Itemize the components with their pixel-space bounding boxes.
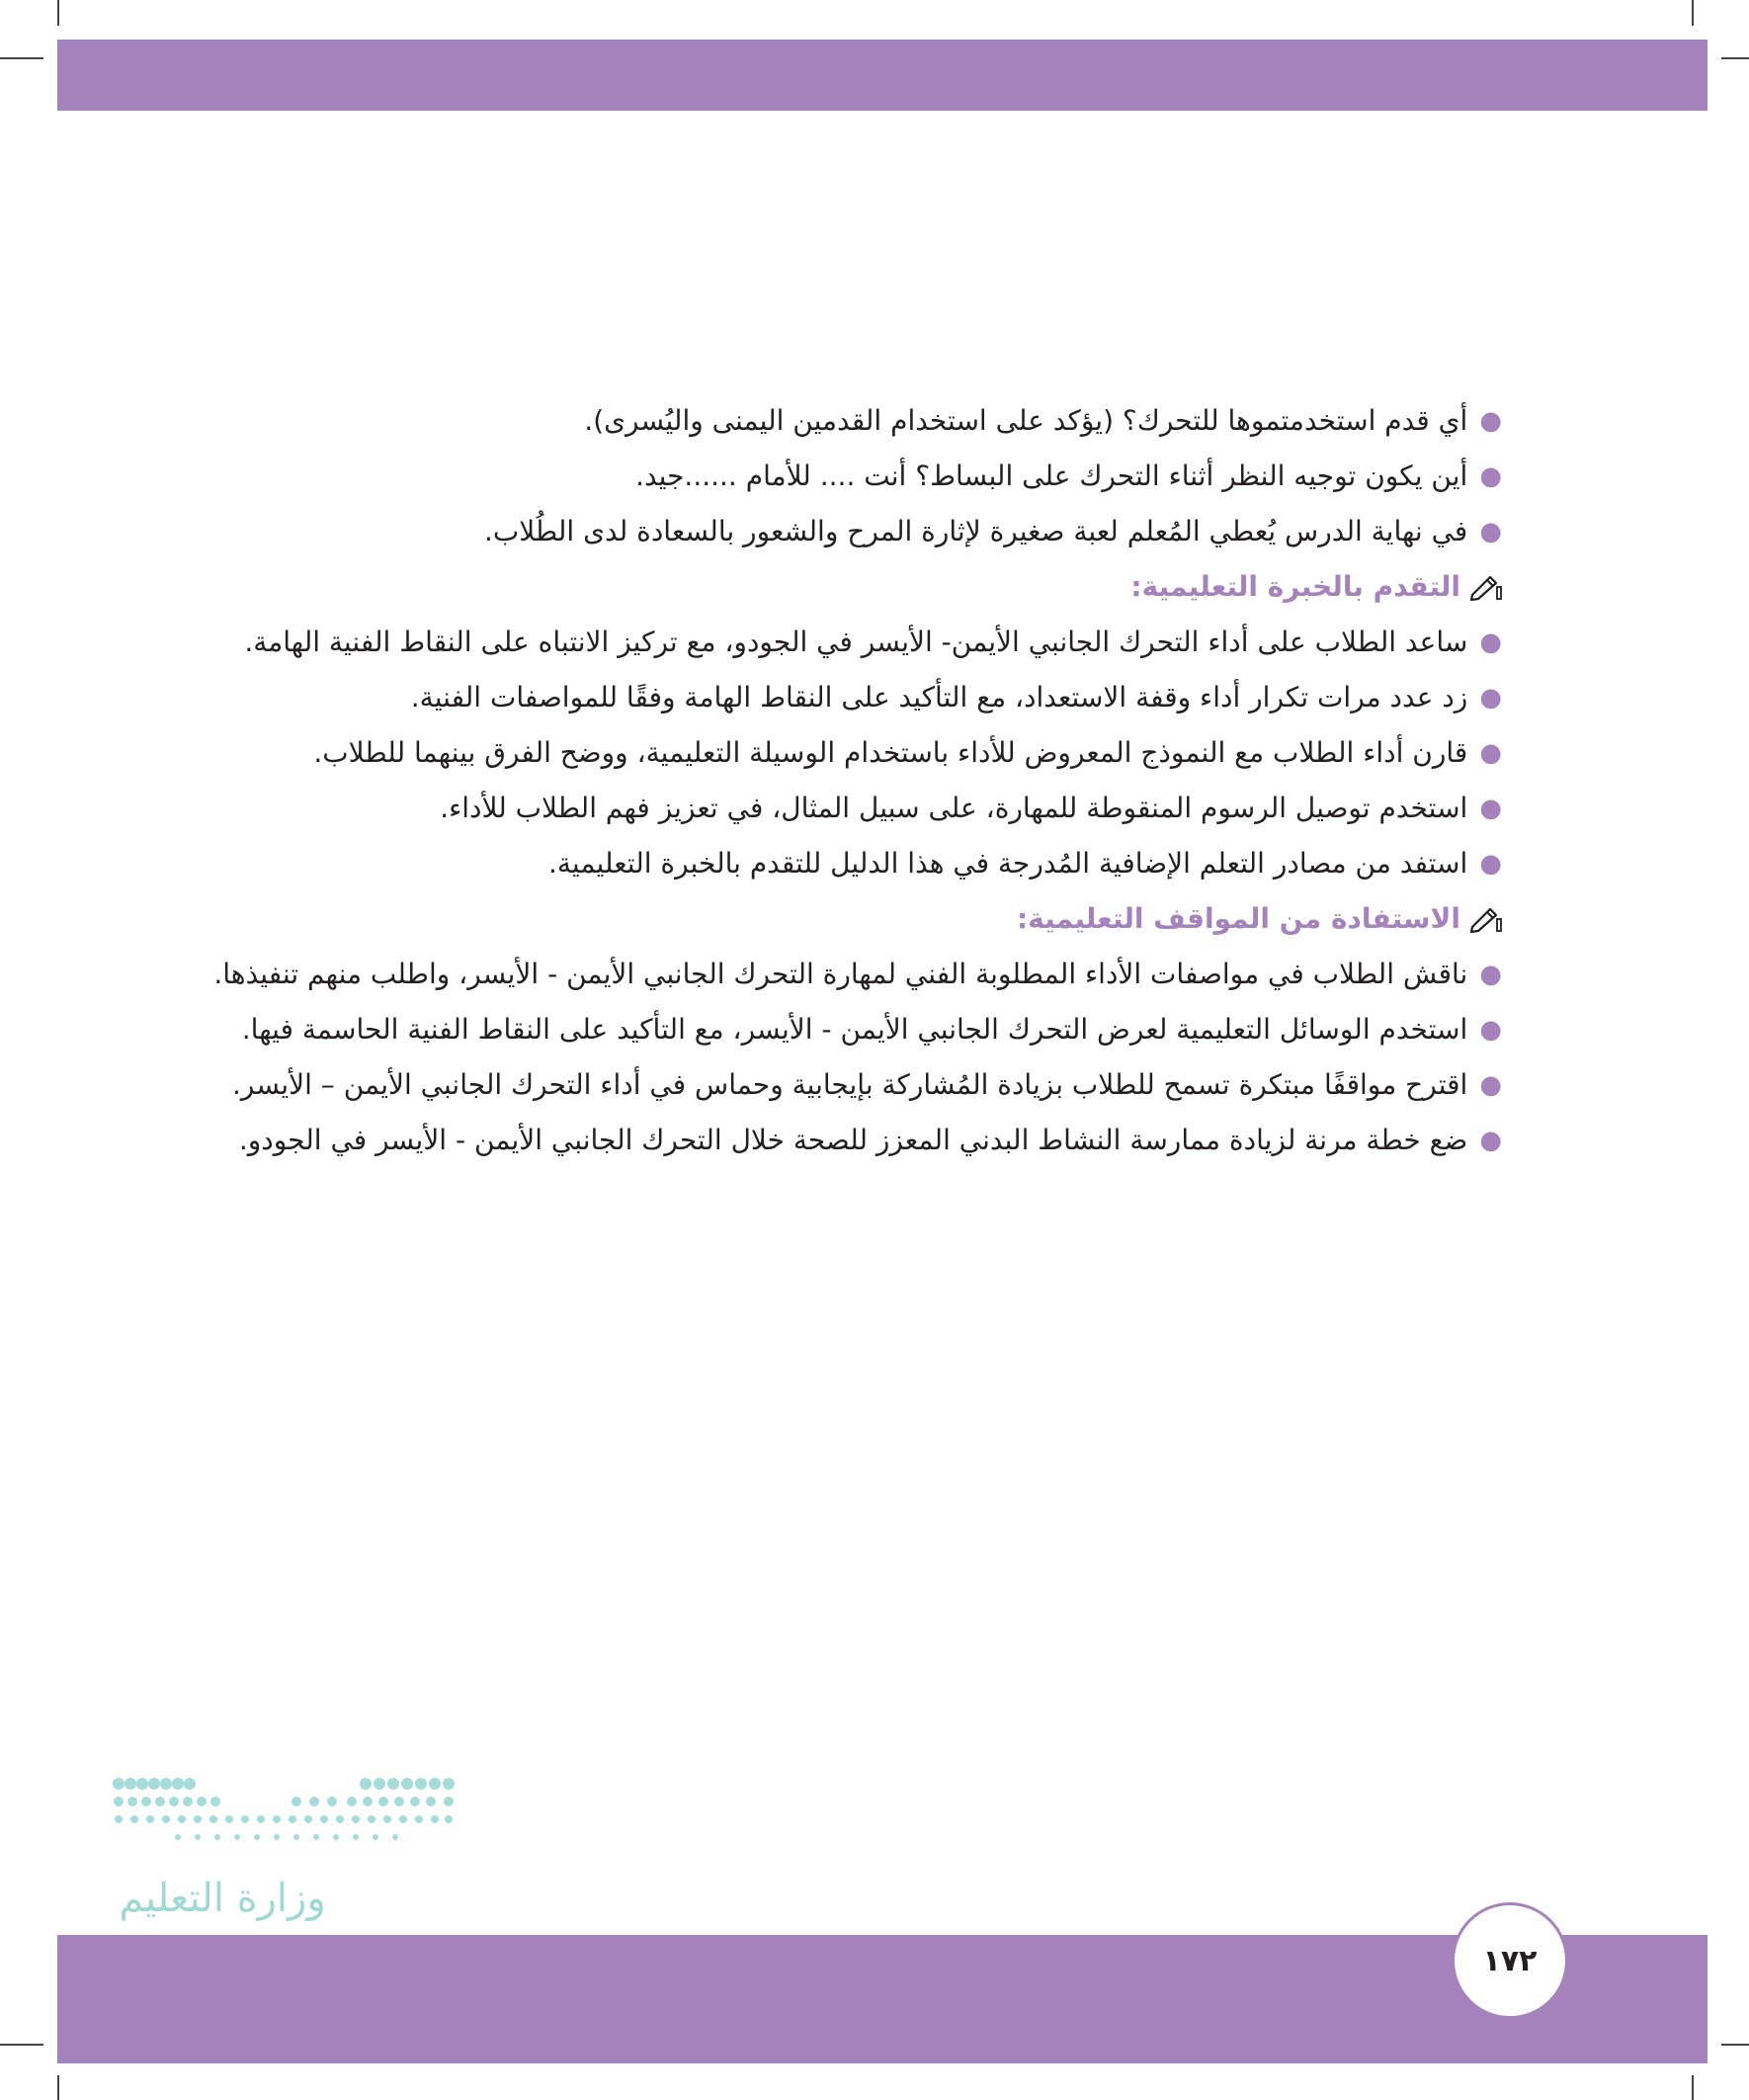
logo-dot xyxy=(347,1797,357,1806)
bullet-text: أين يكون توجيه النظر أثناء التحرك على البساط؟ أنت .... للأمام ......جيد. xyxy=(635,460,1468,492)
bullet-dot-icon: ● xyxy=(1479,517,1502,546)
bullet-dot-icon: ● xyxy=(1479,738,1502,768)
logo-dot xyxy=(387,1778,399,1790)
logo-dot xyxy=(241,1815,249,1823)
logo-dot xyxy=(333,1834,339,1840)
logo-dot xyxy=(136,1778,148,1790)
bullet-item xyxy=(241,1002,1502,1057)
logo-dot xyxy=(257,1815,265,1823)
logo-dot xyxy=(175,1834,181,1840)
logo-dot xyxy=(274,1834,280,1840)
logo-dot xyxy=(114,1797,124,1806)
logo-dot xyxy=(444,1797,454,1806)
bullet-item xyxy=(247,781,1502,836)
logo-dot xyxy=(254,1834,260,1840)
bullet-item xyxy=(247,670,1502,725)
bullet-text: استخدم الوسائل التعليمية لعرض التحرك الجانبي الأيمن - الأيسر، مع التأكيد على النقاط الفنية الحاسمة فيها. xyxy=(241,1013,1468,1046)
logo-dot xyxy=(113,1778,125,1790)
logo-dot xyxy=(234,1834,240,1840)
logo-dot xyxy=(304,1815,312,1823)
bullet-dot-icon: ● xyxy=(1479,960,1502,989)
header-band xyxy=(57,40,1707,111)
logo-dot xyxy=(195,1834,201,1840)
logo-dot xyxy=(146,1815,154,1823)
logo-dot xyxy=(225,1815,233,1823)
logo-dot xyxy=(431,1815,439,1823)
bullet-text: استخدم توصيل الرسوم المنقوطة للمهارة، على سبيل المثال، في تعزيز فهم الطلاب للأداء. xyxy=(440,792,1468,824)
bullet-item xyxy=(247,725,1502,781)
bullet-text: قارن أداء الطلاب مع النموذج المعروض للأداء باستخدام الوسيلة التعليمية، ووضح الفرق بينهما للطلاب. xyxy=(313,736,1468,769)
section-heading-text: الاستفادة من المواقف التعليمية: xyxy=(1016,902,1460,935)
logo-dot xyxy=(214,1834,220,1840)
logo-dot xyxy=(374,1778,385,1790)
section-heading xyxy=(247,559,1502,615)
crop-mark xyxy=(1721,2044,1749,2046)
logo-dot xyxy=(155,1797,165,1806)
bullet-item xyxy=(244,615,1502,670)
crop-mark xyxy=(1692,0,1694,26)
bullet-item xyxy=(238,1113,1502,1168)
logo-dot xyxy=(162,1815,170,1823)
bullet-item xyxy=(247,836,1502,891)
crop-mark xyxy=(0,2044,43,2046)
ministry-logo-text: وزارة التعليم xyxy=(119,1876,326,1921)
bullet-dot-icon: ● xyxy=(1479,683,1502,713)
bullet-dot-icon: ● xyxy=(1479,849,1502,879)
logo-dot xyxy=(197,1797,207,1806)
pen-icon xyxy=(1468,905,1502,933)
logo-dot xyxy=(373,1834,378,1840)
logo-dot xyxy=(394,1797,404,1806)
bullet-dot-icon: ● xyxy=(1479,462,1502,491)
logo-dot xyxy=(313,1834,319,1840)
page-number: ١٧٢ xyxy=(1452,1902,1568,2019)
logo-dot xyxy=(184,1778,196,1790)
logo-dot xyxy=(353,1834,359,1840)
logo-dot xyxy=(210,1797,220,1806)
crop-mark xyxy=(57,2075,59,2100)
logo-dot xyxy=(209,1815,217,1823)
logo-dot xyxy=(141,1797,151,1806)
crop-mark xyxy=(1692,2075,1694,2100)
bullet-text: ساعد الطلاب على أداء التحرك الجانبي الأيمن- الأيسر في الجودو، مع تركيز الانتباه على النقاط الفنية الهامة. xyxy=(244,626,1468,658)
logo-dot xyxy=(320,1815,328,1823)
crop-mark xyxy=(1721,57,1749,59)
logo-dot xyxy=(378,1797,388,1806)
logo-dot xyxy=(392,1834,398,1840)
logo-dot xyxy=(415,1815,423,1823)
logo-dot xyxy=(368,1815,375,1823)
logo-dot xyxy=(194,1815,202,1823)
bullet-dot-icon: ● xyxy=(1479,794,1502,823)
bullet-item xyxy=(247,504,1502,559)
section-heading-text: التقدم بالخبرة التعليمية: xyxy=(1130,570,1460,603)
bullet-text: استفد من مصادر التعلم الإضافية المُدرجة في هذا الدليل للتقدم بالخبرة التعليمية. xyxy=(547,847,1468,880)
bullet-text: ناقش الطلاب في مواصفات الأداء المطلوبة الفني لمهارة التحرك الجانبي الأيمن - الأيسر، واطلب منهم تنفيذها. xyxy=(213,958,1468,990)
bullet-dot-icon: ● xyxy=(1479,628,1502,657)
section-heading xyxy=(247,891,1502,947)
logo-dot xyxy=(429,1778,441,1790)
logo-dot xyxy=(426,1797,436,1806)
logo-dot xyxy=(115,1815,123,1823)
logo-dot xyxy=(273,1815,281,1823)
logo-dot xyxy=(443,1778,455,1790)
bullet-text: اقترح مواقفًا مبتكرة تسمح للطلاب بزيادة المُشاركة بإيجابية وحماس في أداء التحرك الجانبي الأيمن – الأيسر. xyxy=(232,1068,1468,1101)
logo-dot xyxy=(148,1778,160,1790)
logo-dot xyxy=(445,1815,453,1823)
logo-dot xyxy=(125,1778,136,1790)
logo-dot xyxy=(383,1815,391,1823)
logo-dot xyxy=(130,1815,138,1823)
bullet-dot-icon: ● xyxy=(1479,1070,1502,1100)
bullet-dot-icon: ● xyxy=(1479,406,1502,436)
crop-mark xyxy=(0,57,43,59)
logo-dot xyxy=(309,1797,319,1806)
logo-dot xyxy=(172,1778,184,1790)
logo-dot xyxy=(293,1834,299,1840)
bullet-text: أي قدم استخدمتموها للتحرك؟ (يؤكد على استخدام القدمين اليمنى واليُسرى). xyxy=(584,404,1468,437)
logo-dot xyxy=(292,1797,301,1806)
bullet-item xyxy=(213,947,1502,1002)
logo-dot xyxy=(127,1797,137,1806)
logo-dot xyxy=(178,1815,186,1823)
logo-dot xyxy=(169,1797,179,1806)
bullet-dot-icon: ● xyxy=(1479,1015,1502,1045)
logo-dot xyxy=(289,1815,296,1823)
bullet-item xyxy=(232,1057,1502,1113)
logo-dot xyxy=(401,1778,413,1790)
logo-dot xyxy=(363,1797,373,1806)
logo-dot xyxy=(336,1815,344,1823)
bullet-dot-icon: ● xyxy=(1479,1126,1502,1155)
logo-dot xyxy=(360,1778,372,1790)
crop-mark xyxy=(57,0,59,26)
logo-dot xyxy=(399,1815,407,1823)
bullet-text: زد عدد مرات تكرار أداء وقفة الاستعداد، مع التأكيد على النقاط الهامة وفقًا للمواصفات الفنية. xyxy=(410,681,1468,714)
bullet-text: ضع خطة مرنة لزيادة ممارسة النشاط البدني المعزز للصحة خلال التحرك الجانبي الأيمن - الأيسر في الجودو. xyxy=(238,1124,1468,1156)
pen-icon xyxy=(1468,573,1502,601)
lesson-content xyxy=(213,393,1502,1168)
bullet-text: في نهاية الدرس يُعطي المُعلم لعبة صغيرة لإثارة المرح والشعور بالسعادة لدى الطُلاب. xyxy=(483,515,1468,547)
bullet-item xyxy=(247,449,1502,504)
bullet-item xyxy=(247,393,1502,449)
logo-dot xyxy=(415,1778,427,1790)
logo-dot xyxy=(352,1815,360,1823)
logo-dot xyxy=(183,1797,193,1806)
logo-dot xyxy=(160,1778,172,1790)
logo-dot xyxy=(327,1797,337,1806)
logo-dot xyxy=(410,1797,420,1806)
